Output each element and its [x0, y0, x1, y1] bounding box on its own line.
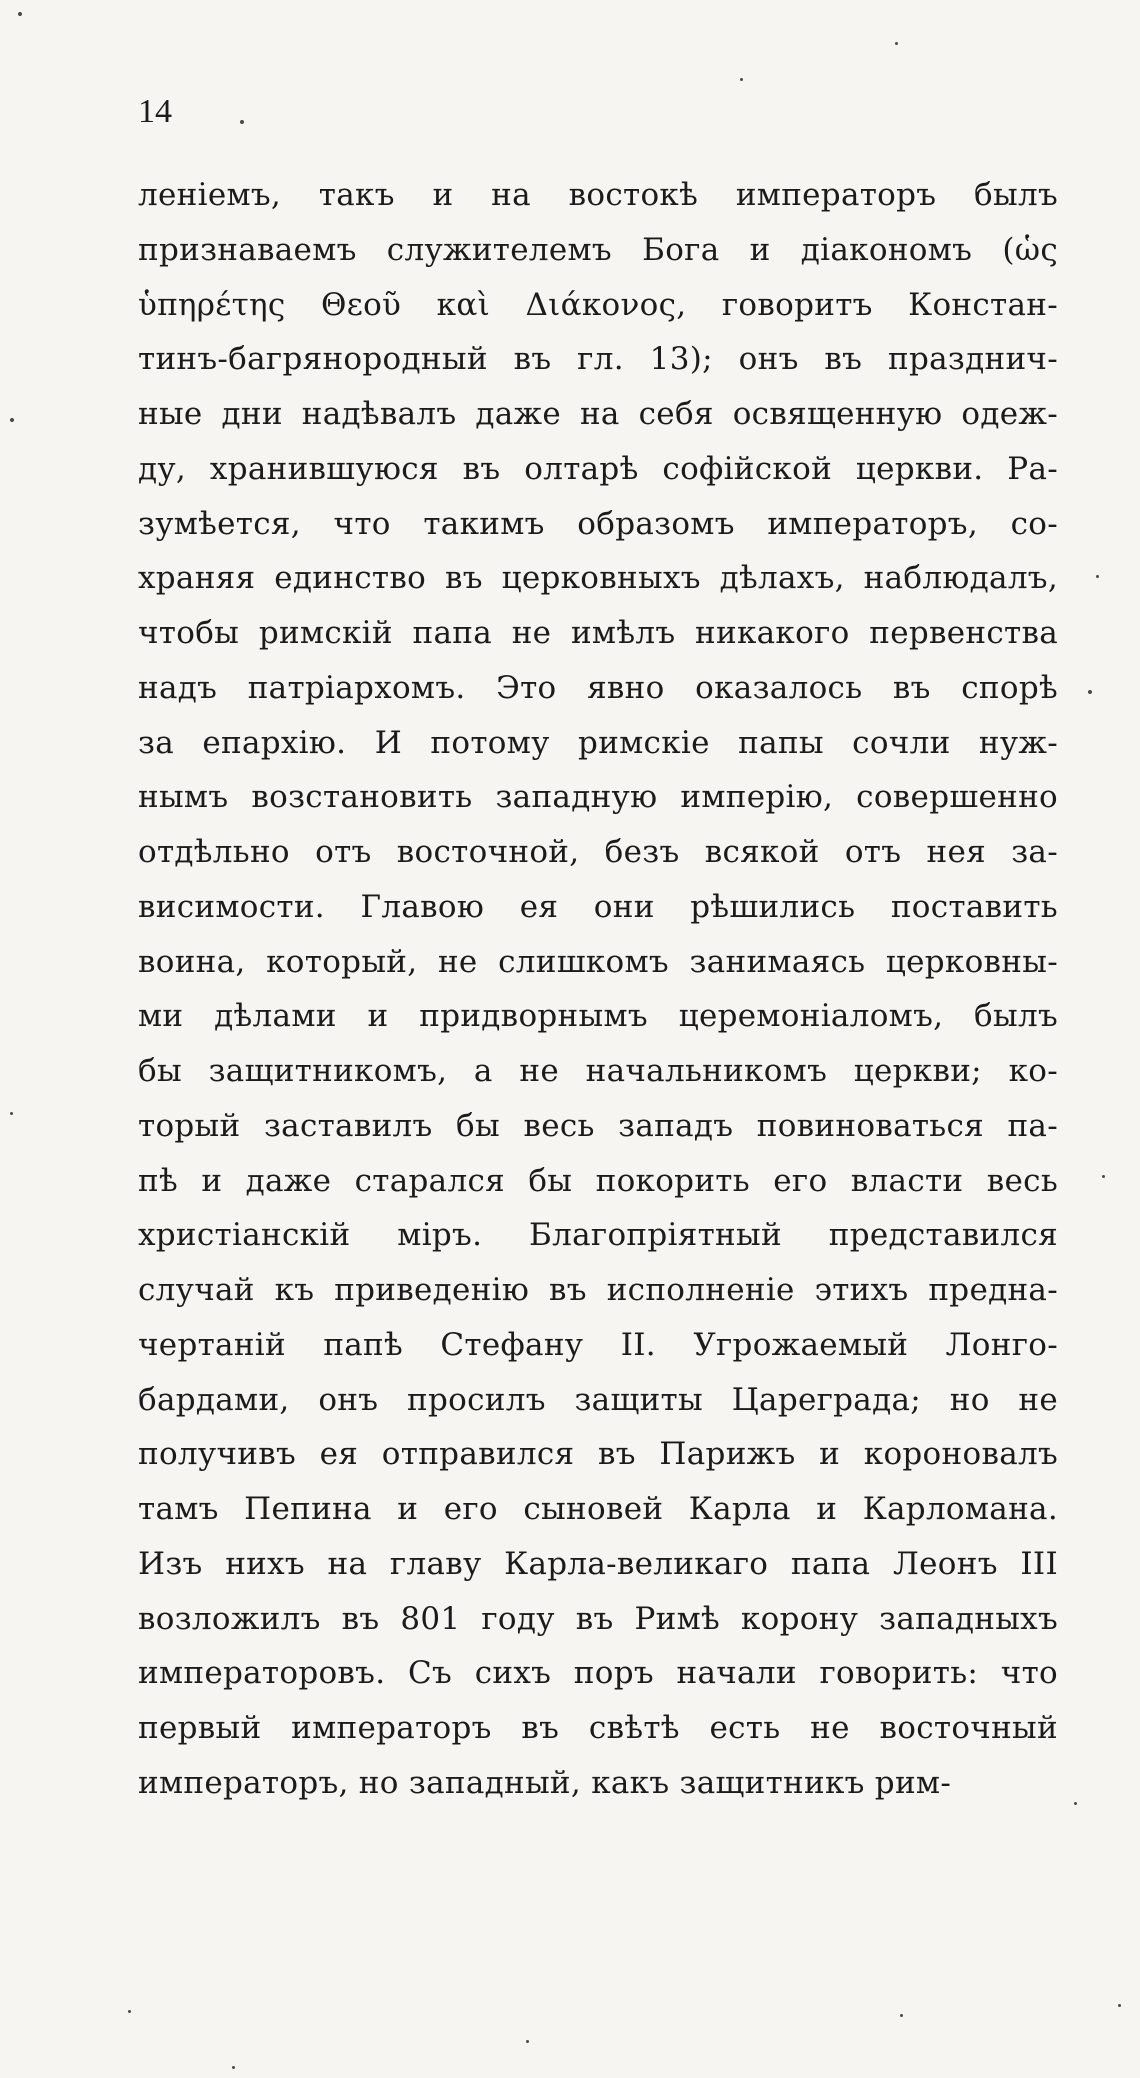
text-line: ду, хранившуюся въ олтарѣ софiйской церкви. Ра- [138, 450, 1058, 487]
text-line: тинъ-багрянородный въ гл. 13); онъ въ празднич- [138, 341, 1058, 378]
scan-speck [18, 12, 22, 16]
scan-speck [128, 2010, 131, 2013]
text-line: чертанiй папѣ Стефану II. Угрожаемый Лонго- [138, 1326, 1058, 1363]
scan-speck [900, 2014, 903, 2017]
text-line: бардами, онъ просилъ защиты Цареграда; но не [138, 1381, 1058, 1418]
text-line: первый императоръ въ свѣтѣ есть не восточный [138, 1710, 1058, 1746]
text-line: зумѣется, что такимъ образомъ императоръ, со- [138, 505, 1058, 542]
scan-speck [1096, 575, 1099, 578]
text-line: висимости. Главою ея они рѣшились поставить [138, 888, 1058, 925]
text-line: бы защитникомъ, а не начальникомъ церкви; ко- [138, 1053, 1058, 1089]
text-line: пѣ и даже старался бы покорить его власти весь [138, 1162, 1058, 1199]
text-line: ные дни надѣвалъ даже на себя освященную одеж- [138, 396, 1058, 432]
scan-speck [740, 78, 743, 81]
text-line: торый заставилъ бы весь западъ повиноваться па- [138, 1107, 1058, 1144]
page-number: 14 [138, 93, 172, 130]
text-line: признаваемъ служителемъ Бога и дiакономъ (ὡς [138, 231, 1058, 268]
text-line: императоръ, но западный, какъ защитникъ рим- [138, 1764, 952, 1801]
scan-speck [1102, 1175, 1105, 1178]
text-line: Изъ нихъ на главу Карла-великаго папа Леонъ III [138, 1545, 1058, 1582]
scan-speck [240, 120, 244, 124]
text-line: чтобы римскiй папа не имѣлъ никакого первенства [138, 615, 1058, 651]
text-line: ми дѣлами и придворнымъ церемонiаломъ, былъ [138, 998, 1058, 1035]
text-line: возложилъ въ 801 году въ Римѣ корону западныхъ [138, 1600, 1058, 1637]
text-line: тамъ Пепина и его сыновей Карла и Карломана. [138, 1491, 1058, 1527]
text-line: храняя единство въ церковныхъ дѣлахъ, наблюдалъ, [138, 560, 1058, 597]
text-line: императоровъ. Съ сихъ поръ начали говорить: что [138, 1655, 1058, 1692]
scan-speck [10, 1112, 13, 1115]
scan-speck [895, 42, 898, 45]
scan-speck [1118, 2004, 1121, 2007]
text-line: случай къ приведенiю въ исполненiе этихъ предна- [138, 1272, 1058, 1308]
scan-speck [1088, 690, 1092, 694]
text-line: за епархiю. И потому римскiе папы сочли нуж- [138, 724, 1058, 761]
text-line: воина, который, не слишкомъ занимаясь церковны- [138, 943, 1058, 980]
text-line: ὑπηρέτης Θεοῦ καὶ Διάκονος, говоритъ Констан- [138, 286, 1058, 323]
text-line: христiанскiй мiръ. Благопрiятный представился [138, 1217, 1058, 1254]
scan-speck [526, 2040, 529, 2043]
text-line: отдѣльно отъ восточной, безъ всякой отъ нея за- [138, 834, 1058, 870]
scan-speck [1074, 1802, 1077, 1805]
text-line: нымъ возстановить западную имперiю, совершенно [138, 779, 1058, 816]
scan-speck [232, 2066, 235, 2069]
text-line: надъ патрiархомъ. Это явно оказалось въ спорѣ [138, 669, 1058, 706]
text-line: ленiемъ, такъ и на востокѣ императоръ былъ [138, 177, 1058, 213]
scan-speck [10, 418, 14, 422]
text-line: получивъ ея отправился въ Парижъ и короновалъ [138, 1436, 1058, 1473]
body-text [138, 168, 1058, 1811]
